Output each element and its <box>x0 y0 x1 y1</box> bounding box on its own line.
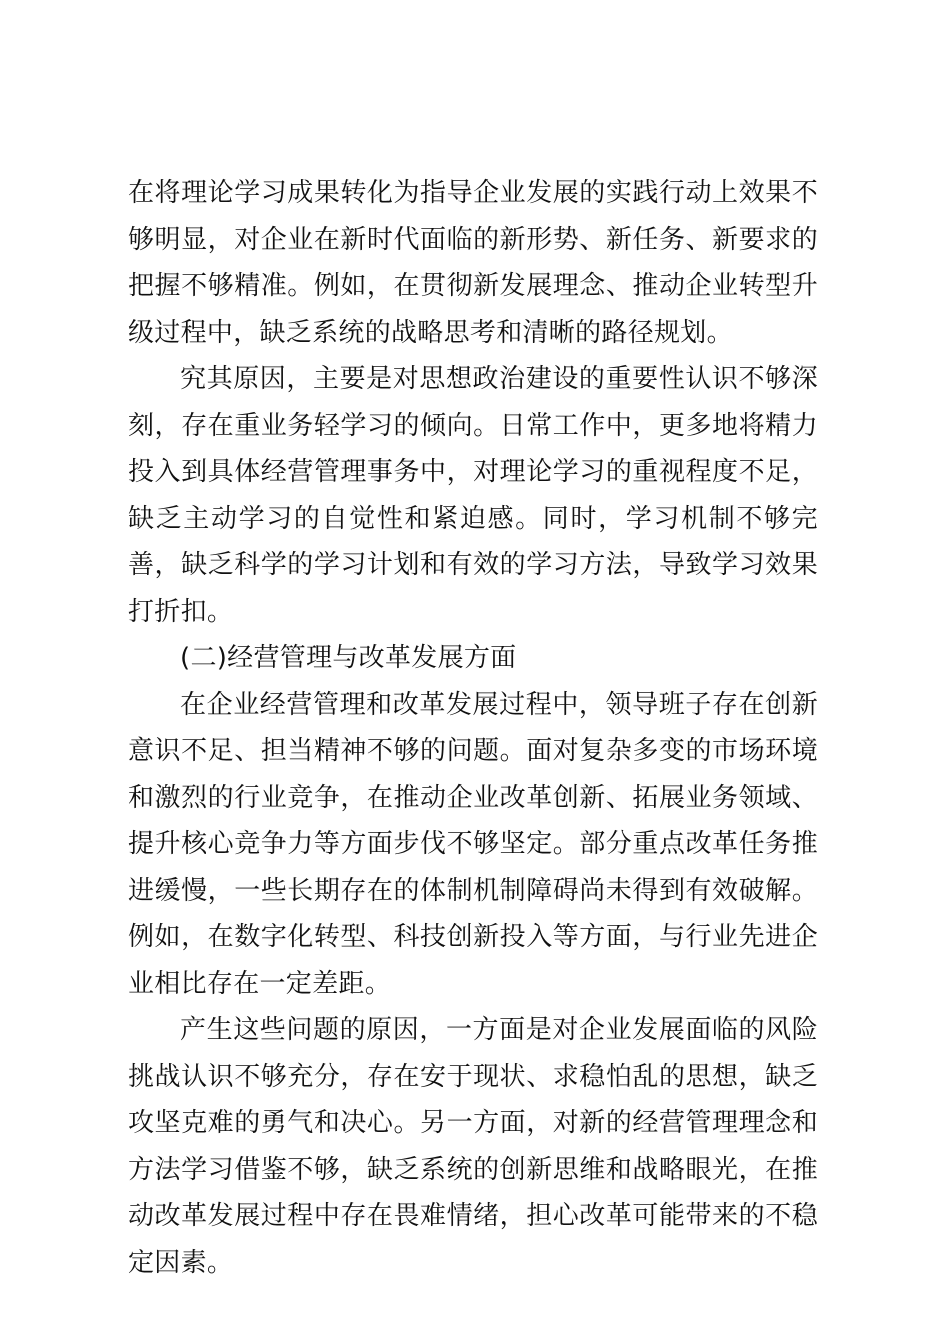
paragraph-causes-political: 究其原因，主要是对思想政治建设的重要性认识不够深刻，存在重业务轻学习的倾向。日常工作中，更多地将精力投入到具体经营管理事务中，对理论学习的重视程度不足，缺乏主动学习的自觉性和紧迫感。同时，学习机制不够完善，缺乏科学的学习计划和有效的学习方法，导致学习效果打折扣。 <box>128 364 818 627</box>
paragraph-management-issues: 在企业经营管理和改革发展过程中，领导班子存在创新意识不足、担当精神不够的问题。面对复杂多变的市场环境和激烈的行业竞争，在推动企业改革创新、拓展业务领域、提升核心竞争力等方面步伐不够坚定。部分重点改革任务推进缓慢，一些长期存在的体制机制障碍尚未得到有效破解。例如，在数字化转型、科技创新投入等方面，与行业先进企业相比存在一定差距。 <box>128 689 818 999</box>
section-heading-management: (二)经营管理与改革发展方面 <box>180 643 517 673</box>
document-body <box>128 170 818 1286</box>
paragraph-continuation: 在将理论学习成果转化为指导企业发展的实践行动上效果不够明显，对企业在新时代面临的新形势、新任务、新要求的把握不够精准。例如，在贯彻新发展理念、推动企业转型升级过程中，缺乏系统的战略思考和清晰的路径规划。 <box>128 178 818 348</box>
paragraph-causes-management: 产生这些问题的原因，一方面是对企业发展面临的风险挑战认识不够充分，存在安于现状、求稳怕乱的思想，缺乏攻坚克难的勇气和决心。另一方面，对新的经营管理理念和方法学习借鉴不够，缺乏系统的创新思维和战略眼光，在推动改革发展过程中存在畏难情绪，担心改革可能带来的不稳定因素。 <box>128 1015 818 1278</box>
